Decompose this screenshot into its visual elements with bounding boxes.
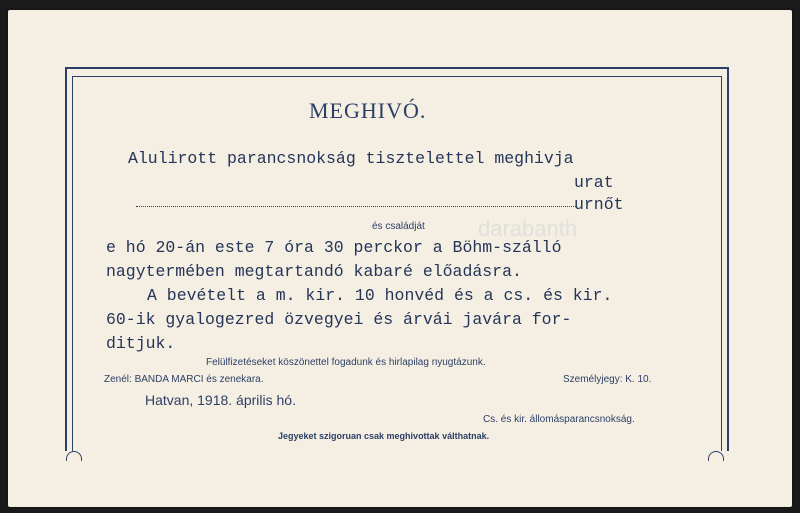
line-2: e hó 20-án este 7 óra 30 perckor a Böhm-szálló	[106, 238, 562, 257]
name-blank-line	[136, 206, 576, 207]
ticket-note: Jegyeket szigoruan csak meghivottak válthatnak.	[278, 431, 490, 441]
line-4: A bevételt a m. kir. 10 honvéd és a cs. és kir.	[147, 286, 613, 305]
line-urat: urat	[574, 173, 614, 192]
invitation-card	[8, 10, 792, 507]
line-urnot: urnőt	[574, 195, 624, 214]
watermark: darabanth	[478, 216, 578, 241]
line-3: nagytermében megtartandó kabaré előadásra.	[106, 262, 522, 281]
felulfizetes-note: Felülfizetéseket köszönettel fogadunk és hirlapilag nyugtázunk.	[206, 357, 486, 368]
szemelyjegy-note: Személyjegy: K. 10.	[563, 374, 652, 385]
zenel-note: Zenél: BANDA MARCI és zenekara.	[104, 374, 264, 385]
scroll-ornament-left	[66, 451, 82, 461]
invitation-title: MEGHIVÓ.	[309, 98, 427, 123]
es-csaladjat: és családját	[372, 221, 425, 232]
signature: Cs. és kir. állomásparancsnokság.	[483, 414, 635, 425]
place-date: Hatvan, 1918. április hó.	[145, 392, 296, 408]
line-1: Alulirott parancsnokság tisztelettel meghivja	[128, 149, 574, 168]
line-5: 60-ik gyalogezred özvegyei és árvái javára for-	[106, 310, 572, 329]
scroll-ornament-right	[708, 451, 724, 461]
line-6: ditjuk.	[106, 334, 176, 353]
